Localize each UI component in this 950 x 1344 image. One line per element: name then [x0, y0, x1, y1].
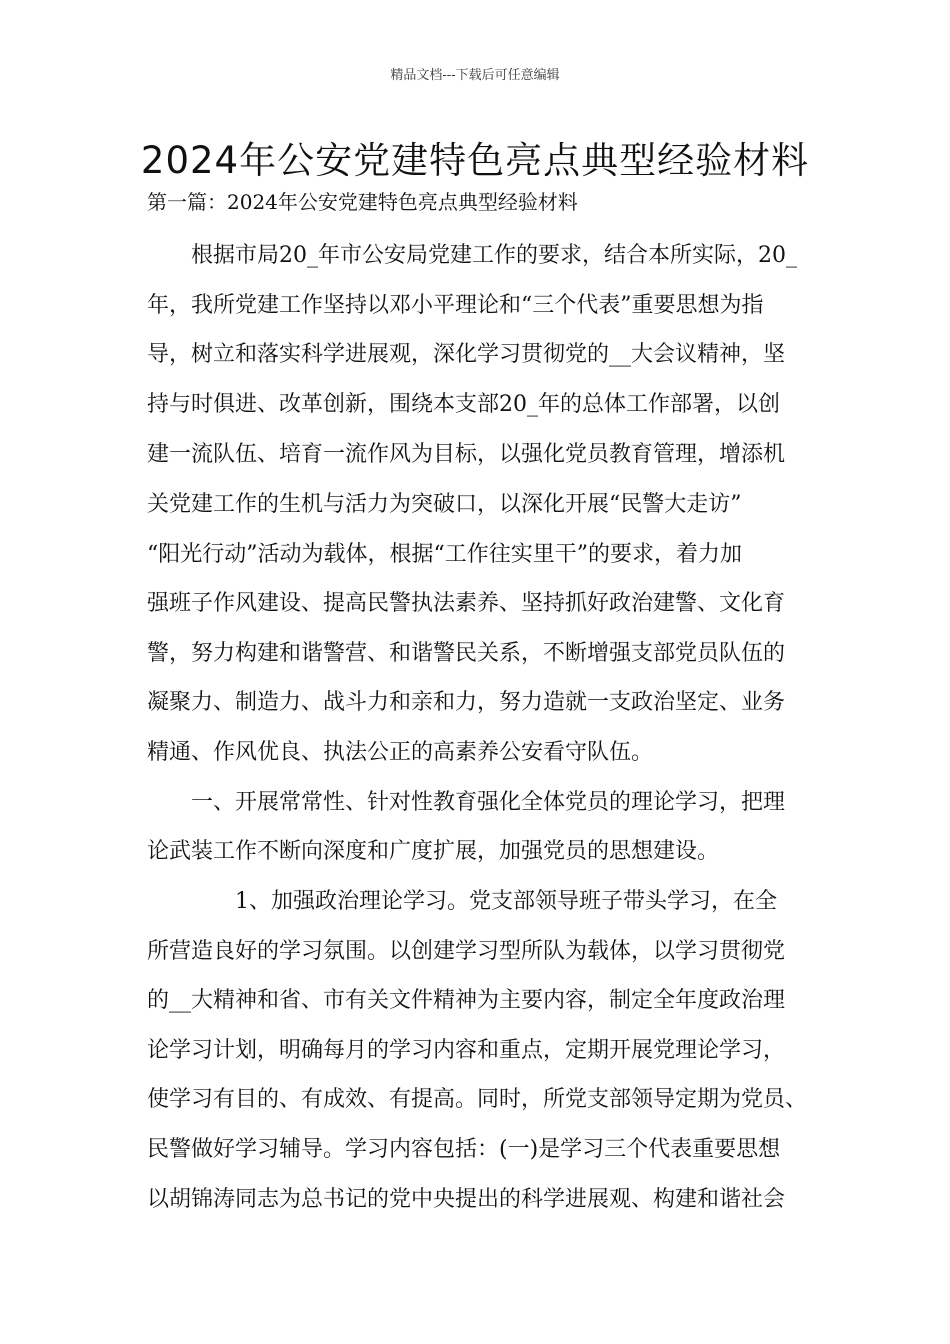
- document-title: 2024年公安党建特色亮点典型经验材料: [140, 139, 810, 182]
- text-line: 建一流队伍、培育一流作风为目标，以强化党员教育管理，增添机: [147, 442, 786, 467]
- text-line: 凝聚力、制造力、战斗力和亲和力，努力造就一支政治坚定、业务: [147, 690, 786, 715]
- text-line: 年，我所党建工作坚持以邓小平理论和“三个代表”重要思想为指: [147, 293, 764, 318]
- text-line: 持与时俱进、改革创新，围绕本支部20_年的总体工作部署，以创: [147, 392, 780, 417]
- text-line: 论学习计划，明确每月的学习内容和重点，定期开展党理论学习，: [147, 1038, 786, 1063]
- text-line: 根据市局20_年市公安局党建工作的要求，结合本所实际，20_: [147, 243, 797, 268]
- text-line: 警，努力构建和谐警营、和谐警民关系，不断增强支部党员队伍的: [147, 641, 786, 666]
- text-line: 民警做好学习辅导。学习内容包括：(一)是学习三个代表重要思想: [147, 1137, 781, 1162]
- text-line: 以胡锦涛同志为总书记的党中央提出的科学进展观、构建和谐社会: [147, 1187, 786, 1212]
- text-line: 导，树立和落实科学进展观，深化学习贯彻党的__大会议精神，坚: [147, 342, 786, 367]
- text-line: 强班子作风建设、提高民警执法素养、坚持抓好政治建警、文化育: [147, 591, 786, 616]
- text-line: “阳光行动”活动为载体，根据“工作往实里干”的要求，着力加: [147, 542, 742, 567]
- text-line: 一、开展常常性、针对性教育强化全体党员的理论学习，把理: [147, 790, 786, 815]
- text-line: 1、加强政治理论学习。党支部领导班子带头学习，在全: [147, 889, 777, 914]
- text-line: 关党建工作的生机与活力为突破口，以深化开展“民警大走访”: [147, 492, 742, 517]
- text-line: 论武装工作不断向深度和广度扩展，加强党员的思想建设。: [147, 839, 720, 864]
- text-line: 精通、作风优良、执法公正的高素养公安看守队伍。: [147, 740, 654, 765]
- text-line: 使学习有目的、有成效、有提高。同时，所党支部领导定期为党员、: [147, 1087, 808, 1112]
- document-subtitle: 第一篇：2024年公安党建特色亮点典型经验材料: [147, 190, 578, 214]
- text-line: 所营造良好的学习氛围。以创建学习型所队为载体，以学习贯彻党: [147, 939, 786, 964]
- text-line: 的__大精神和省、市有关文件精神为主要内容，制定全年度政治理: [147, 988, 786, 1013]
- page-header: 精品文档---下载后可任意编辑: [390, 68, 560, 83]
